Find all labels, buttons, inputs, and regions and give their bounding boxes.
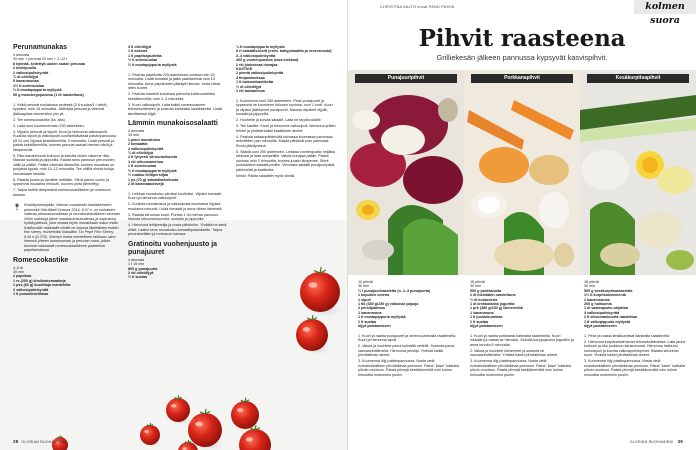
left-column-1 (13, 44, 121, 296)
text-line: 2 valkosipulinkynttä (13, 287, 49, 292)
text-line: 30 min (13, 269, 25, 274)
left-column-3 (236, 45, 336, 178)
text-line: 1½ tl kurpitsansiemeniä (584, 293, 626, 298)
text-line: 3. Kuumenna öljy paistinpannussa. Nosta vielä ruokalusikallinen pihvitaikinaa pannuun. Paina "kasa" lusikalla pihviin muotoon. Paista pihvejä keskilämmöllä noin kolme minuuttia molemmin puolin. (358, 359, 460, 377)
text-line: 2 dl kalamataoliivejä (128, 181, 164, 186)
text-line: 3. Kuumenna öljy paistinpannussa. Nosta vielä ruokalusikallinen pihvitaikinaa pannuun. Paina "kasa" lusikalla pihvin muotoon. Paista pihvejä keskilämmöllä noin kolme minuuttia molemmin puolin. (470, 359, 572, 377)
recipe-title: Gratinoitu vuohenjuusto ja punajuuret (128, 240, 218, 256)
text-line: 1 tl paprikajauhetta (128, 53, 162, 58)
text-line: ¾ dl oliiviöljyä (13, 75, 39, 80)
tomato-highlight (246, 437, 253, 441)
text-line: 2 kananmunaa (584, 297, 610, 302)
recipe-zucchini-patties (584, 280, 688, 377)
step-list (13, 103, 121, 198)
text-line: 1 rkl sitruunamehua (128, 159, 164, 164)
recipe-meta (358, 280, 462, 289)
text-line: 2 tl lyhyesti sitruunankuorta (128, 155, 178, 160)
ingredient-list (128, 138, 228, 186)
tomato-highlight (237, 408, 243, 412)
text-line: KASTIKE (236, 67, 253, 72)
text-line: 1 dl vaaleajauho-ohjattua (584, 306, 629, 311)
text-line: 2 pientä valkosipulinkynttä (236, 71, 284, 76)
text-line: 1 pieni munakoiso (128, 137, 161, 142)
text-line: 20 min + perunat 20 min + 2–12 t (13, 57, 68, 62)
text-line: 2 keskipuolia (13, 66, 37, 71)
text-line: 4. Paahda saksanpähkinöitä kuivassa kuumassa pannussa sekoitellen pari minuuttia. Kaada pähkinät pois pannusta. Rouhi jäähtyneinä. (236, 134, 333, 148)
text-line: ½ tl mustapippuria myllystä (13, 88, 62, 93)
page-number: 39 (677, 439, 683, 444)
text-line: 3. Laita uuni kuumenemaan 200 asteeseen. (13, 123, 85, 128)
text-line: 800 g punajuuria (128, 266, 158, 271)
text-line: 4 annosta (128, 129, 145, 134)
step-list (358, 334, 462, 378)
recipe-meta (128, 258, 228, 267)
text-line: 1 tlk (380 g/230 g) valkoisia papuja (358, 302, 419, 307)
text-line: 1. Keitä perunat suolatussa vedessä (2 tl suolaa/1 l vettä) kypsiksi, noin 15 minuuttia. Jäähdytä perunat ja viilennä jääkaapissa esimerkiksi yön yli. (13, 102, 107, 116)
text-line: 2. Huuhtele ja kuivaa salaatit. Laita ne tarjoiluvadille. (236, 118, 322, 123)
tomato-highlight (309, 282, 318, 288)
text-line: 50 g manchegojuustoa (1 dl raastettuna) (13, 92, 84, 97)
text-line: ½ tl suolaa (128, 275, 148, 280)
text-line: 1 tl mustapippuria myllystä (358, 315, 406, 320)
photo-label: Punajuuripihvit (355, 74, 457, 83)
ingredient-list (236, 45, 336, 93)
tomato-highlight (303, 327, 310, 331)
recipe-meta (13, 266, 121, 275)
step-list (128, 192, 228, 237)
ingredient-list (13, 274, 121, 296)
text-line: 30 min (470, 284, 482, 289)
beet-ingredients-image (348, 70, 464, 275)
page-number: 38 (13, 439, 19, 444)
right-folio (630, 439, 686, 444)
text-line: 2 valkosipulinkynttä (128, 146, 164, 151)
carrot-ingredients-image (464, 70, 580, 275)
text-line: 3 valkosipulinkynttä (584, 310, 620, 315)
text-line: 2 persiljalantoa (358, 306, 385, 311)
page-title: Pihvit raasteena (418, 25, 626, 52)
ingredient-list (128, 267, 228, 280)
text-line: 2. Valuta ja huuhtele pavut kylmällä vedellä. Soseuta pavut sauvasekoittimella. Hienonna persilja. Yhdistä kaikki pihvitaikinan aineet. (358, 344, 455, 358)
step-list (470, 334, 574, 378)
text-line: 500 g porkkanoita (470, 288, 502, 293)
text-line: 1½ tl sormisuolaa (13, 83, 45, 88)
recipe-carrot-patties (470, 280, 574, 377)
text-line: 16 pihviä (584, 280, 599, 284)
text-line: 1 rkl balsamicoa (236, 89, 265, 94)
text-line: öljyä paistamiseen (584, 324, 617, 329)
text-line: 1 tl punaviinietikkaa (13, 292, 49, 296)
photo-strip (348, 70, 696, 275)
tip-text: Keskittyneempään, hieman maustesiin kastikkeeseen pehmeää Vita Albell Crianza 2014, 8,97 e, on mukaisen vaikeaa perunamunakkaan ja munakoskastikkeen seuraan. Viinin makeuja pikee maalaisumsuoudessa ja sopivassa hyökkyydessä, joka nostaa myös munakkaan maun esille. Kaikkuvalle raikkaalle viinille on kanssa täyteläinen esikko fino sherry, esimerkiksi klassikko Tío Pepe Fino Sherry, 9,36 e (0,375). Sherryn ihana mereellinen raikkaus sitoo hienosti yhteen kananmunan ja perunan maut, jolloin toimivat makuaistit romescokastikkeen paahteisia paprikamakuun. (24, 203, 121, 253)
text-line: 4–5 dl (13, 265, 24, 270)
photo-zucchini-patties (580, 70, 696, 275)
text-line: 1. Leikkaa munakoiso pieniksi kuutioiksi. Viipaloi tomaatit. Kuori ja hienonna valkosipulit. (128, 191, 223, 201)
text-line: 1. Kuumenna uuni 200 asteeseen. Pese punajuuret ja kypsennä ne kuorineen folionen uunissa, noin 1 tunti. Kuori ja viipaloi jäähtyneet punajuuret. Mausta viipaleet öljyllä, suolalla ja pippurilla. (236, 98, 333, 117)
text-line: 500 g kesäkurpitsaraastetta (584, 288, 633, 293)
text-line: 2. Tee romescokastike (ks. alta). (13, 117, 66, 122)
recipe-meta (584, 280, 688, 289)
recipe-meta (13, 53, 121, 62)
text-line: 2. Hienonna kurpitsansiemenet tehosekoittimessa. Laita jauhe kulhoon ja riko joukkoon kananmunat. Hienonna halloumi, ruohosipuli ja kuorita valkosipulinkynnet. Raasta sitruunan kuori. Yhdistä kaikki pihvitaikinan aineet. (584, 339, 686, 358)
text-line: 2 tl sitruunankuorta raastettua (584, 315, 638, 320)
recipe-title: Lämmin munakoisosalaatti (128, 120, 218, 128)
ingredient-list (13, 62, 121, 97)
tomato (140, 425, 160, 445)
text-line: 4. Hienonna lehtipersilja ja nosta pähkinöin. Yhdistä ne sekä oliivit. Laaksi seos munakoiso-tomaattipaistokselle. Tarjoa perunatortillan ja romescon kanssa. (128, 223, 227, 237)
text-line: 5 kananmunaa (13, 79, 39, 84)
section-brand: kolmen suora (634, 0, 696, 14)
recipe-title: Perunamunakas (13, 44, 68, 51)
text-line: 3. Kuumenna öljy paistinpannussa. Nosta vielä ruokalusikallinen pihvitaikinaa pannuun. Paina "kasa" lusikalla pihvin muotoon. Paista pihvejä keskilämmöllä noin kolme minuuttia molemmin puolin. (584, 359, 686, 377)
page-subtitle: Grilliekesän jälkeen pannussa kypsyvät kasvispihvit. (436, 53, 608, 62)
text-line: 5. Riko kananmunat kulhoon ja sekoita niiden rakenne rikki. Mausta suolalla ja pippurilla. Kaada seos pannuun perunoiden väliin ja päälle. Paista miedolla lämmöllä, kunnes munakas on pohjasta kypsä, noin 10–12 minuuttia. Tee välillä ohuita koloja munakkaan lastalla. (13, 153, 115, 176)
ingredient-list (358, 289, 462, 329)
text-line: 1 sipuli (358, 297, 371, 302)
text-line: 2–4 valkosipulinkynttä (236, 53, 276, 58)
tomato-highlight (171, 404, 176, 407)
text-line: 1 tl suolaa (470, 319, 489, 324)
text-line: 2. Kuullota munakoisoa ja valkosipulia kuumassa öljyssä muutama minuutti. Lisää tomaatit ja anna niiden lämmetä. (128, 202, 223, 211)
text-line: 8 rl salaattisekoitt (esim. babypinaattia ja versoseosta) (236, 49, 332, 54)
photo-label: Kesäkurpitsapihvit (587, 74, 689, 83)
step-list (128, 73, 228, 117)
tomato-highlight (195, 422, 202, 427)
photo-beet-patties (348, 70, 464, 275)
text-line: 1 rs (250 g) kirsikkatomaatteja (13, 278, 66, 283)
text-line: 1 ps (70 g) salaattisekoitusta (128, 177, 179, 182)
text-line: 2 valkosipulinkynttä (13, 70, 49, 75)
text-line: ¾ dl oliiviöljyä (128, 151, 154, 156)
text-line: 1 kananmuna (358, 310, 382, 315)
text-line: 1 tl sokeria (128, 49, 148, 54)
text-line: 2 rkl oliiviöljyä (128, 271, 154, 276)
tomato (296, 319, 328, 351)
text-line: 12 pihviä (358, 280, 373, 284)
text-line: 3. Tee kastike. Kuori ja hienonna valkosipuli, hienonna yrttien lehdet ja yhdistä kaikki kastikkeen aineet. (236, 124, 336, 133)
text-line: 16 pihviä (470, 280, 485, 284)
text-line: 1 pss (80 g) kuorittuja manteleita (13, 283, 71, 288)
text-line: 1 prk (380 g/230 g) kikherneitä (470, 306, 523, 311)
text-line: 1 kupullen omena (358, 293, 390, 298)
text-line: ½ dl korianteria (470, 297, 498, 302)
text-line: 1 t 15 min (128, 262, 145, 267)
text-line: 4. Viipaloi perunat ja sipulit. Kuori ja hienonna valkosipulit. Kuullota sipulit ja valkosipulit uuninkestävässä paistinpannussa (Ø 24 cm) öljyssä keskilämmöllä, 5 minuuttia. Lisää perunat ja paista keskilämmöllä, kunnes perunat saavat hieman väriä ja lämpenevät. (13, 129, 116, 152)
left-column-2 (128, 45, 228, 280)
ingredient-list (584, 289, 688, 329)
text-line: 1 tl sormisuolaa (128, 164, 157, 169)
recipe-beet-patties (358, 280, 462, 377)
tomato-highlight (182, 447, 186, 450)
text-line: 6. Raasta juusto ja ripottele tortillalle. Siirrä pannu uuniin ja kypsennä muutama minuutti, kunnes pinta jähmettyy. (13, 177, 109, 187)
magazine-name: GLORIAN RUOKAMIENI (629, 440, 674, 444)
text-line: öljyä paistamiseen (470, 324, 503, 329)
photo-carrot-patties (464, 70, 580, 275)
text-line: ¼ tl mustapippuria myllystä (236, 45, 285, 49)
text-line: 4 timjaminoksaa (236, 75, 265, 80)
tomato-highlight (144, 430, 148, 433)
ingredient-list (128, 45, 228, 67)
text-line: 2 dl inkiväärin raastettuna (470, 293, 516, 298)
recipe-meta (470, 280, 574, 289)
text-line: öljyä paistamiseen (358, 324, 391, 329)
wine-glass-icon (13, 203, 21, 211)
text-line: ½ tl mustapippuria myllystä (128, 168, 177, 173)
text-line: 1. Kuori ja raasta porkkanat karkealla raastimella. Kuori inkivääri ja raasta se hienoksi. Sekoita korppujauhot jogurttiin ja anna turvota 5 minuuttia. (470, 333, 574, 347)
text-line: 8 kylmää, keitettyä uuden sadon perunaa (13, 61, 85, 66)
text-line: 1. Kuori ja raasta punajuuret ja omena karkealla raastimella. Kuori ja hienonna sipuli. (358, 333, 457, 343)
text-line: ½ tl sormisuolaa (128, 58, 158, 63)
tomato (166, 398, 190, 422)
text-line: 1 dl krekkolaista jogurttia (470, 302, 515, 307)
text-line: ½ dl oliiviöljyä (236, 84, 262, 89)
tomato (300, 272, 340, 312)
text-line: 2. Paahda mantelit kuiveissa pannulla kullanruskeiksi keskilämmöllä, noin 2–3 minuuttia. (128, 92, 215, 101)
step-list (236, 99, 336, 179)
text-line: 1 tl juustokuminaa (470, 315, 503, 320)
text-line: 4 annosta (128, 257, 145, 262)
text-line: 1 tl valkopippuria myllystä (584, 319, 631, 324)
text-line: ½ l punajuuriraastetta (n. 2–3 punajuurta) (358, 288, 431, 293)
text-line: 15 min (128, 133, 140, 138)
recipe-title: Romescokastike (13, 256, 69, 264)
text-line: 2 tomaattia (128, 142, 148, 147)
text-line: 1 kananmuna (470, 310, 494, 315)
text-line: 1. Paahda paprikoita 225-asteisessa uunissa noin 15 minuuttia. Lisää tomaatit ja jatka paahtamista noin 10 minuuttia. Anna paprikoiden jäähtyä hieman. Irrota niistä siten kuoret. (128, 72, 220, 91)
text-line: 5. Säädä uuni 250 asteeseen. Leikkaa vuohenjuusto neljäksi kiekoksi ja laita uunipellille. Valuta hunajaa päälle. Paista uunissa noin 2 minuuttia, kunnes juusto lämpenee. Siirrä juustokiekot salaatti-pedille. Virmuista salaatti punajuuripalat, pähkinöitä ja kastiketta. (236, 149, 336, 172)
text-line: ½ ruukku lehtipersiljaa (128, 173, 168, 178)
author-credit: CHRISTINA AALTO kuvat PANU PÄIVIÄ (380, 5, 455, 9)
text-line: 2. Valuta ja huuhtele kikherneet ja soseuta ne sauvasekoittimella. Yhdistä kaikki pihvitaikinan aineet. (470, 348, 559, 358)
recipe-meta (128, 129, 228, 138)
text-line: 30 min (358, 284, 370, 289)
step-list (584, 334, 688, 378)
text-line: 3 tl oliiviöljyä (128, 45, 152, 49)
text-line: 1 tl suolaa (358, 319, 377, 324)
text-line: 2 paprikaa (13, 274, 32, 279)
right-page (348, 0, 696, 450)
text-line: 1. Pese ja raasta kesäkurpitsat karkealla raastimella. (584, 333, 671, 338)
zucchini-ingredients-image (580, 70, 696, 275)
text-line: ½ tl mustapippuria myllystä (128, 62, 177, 67)
text-line: 2 rkl juoksevaa hunajaa (236, 62, 278, 67)
text-line: 400 g vuohenjuustoa (rasa kiekkoa) (236, 58, 299, 63)
text-line: 200 g halloumia (584, 302, 612, 307)
text-line: 3. Kuori valkosipulit. Laita kaikki romescoaineet tehosekoittimeen ja soseuta karkeaksi kastikkeeksi. Lisää tarvittaessa öljyä. (128, 102, 223, 116)
text-line: 30 min (584, 284, 596, 289)
magazine-name: GLORIAN RUOKAMIENI (21, 440, 65, 444)
text-line: 7. Tarjoa tortilla lämpimänä romescokastikkeen ja romescon kanssa. (13, 188, 111, 197)
left-folio (13, 439, 65, 444)
text-line: Vinkki: Paista salaattiin myös viinitä. (236, 173, 295, 178)
tomato (231, 401, 259, 429)
ingredient-list (470, 289, 574, 329)
wine-tip (13, 203, 121, 253)
text-line: 1 tl balsamikastiketta (236, 80, 274, 85)
photo-label: Porkkanapihvit (471, 74, 573, 83)
text-line: 3. Raasta sitruunan kuori. Purista 1 rkl mehua pannuun. Mausta sitruunankuorella, suolalla ja pippurilla. (128, 212, 220, 222)
text-line: 4 annosta (13, 53, 30, 57)
